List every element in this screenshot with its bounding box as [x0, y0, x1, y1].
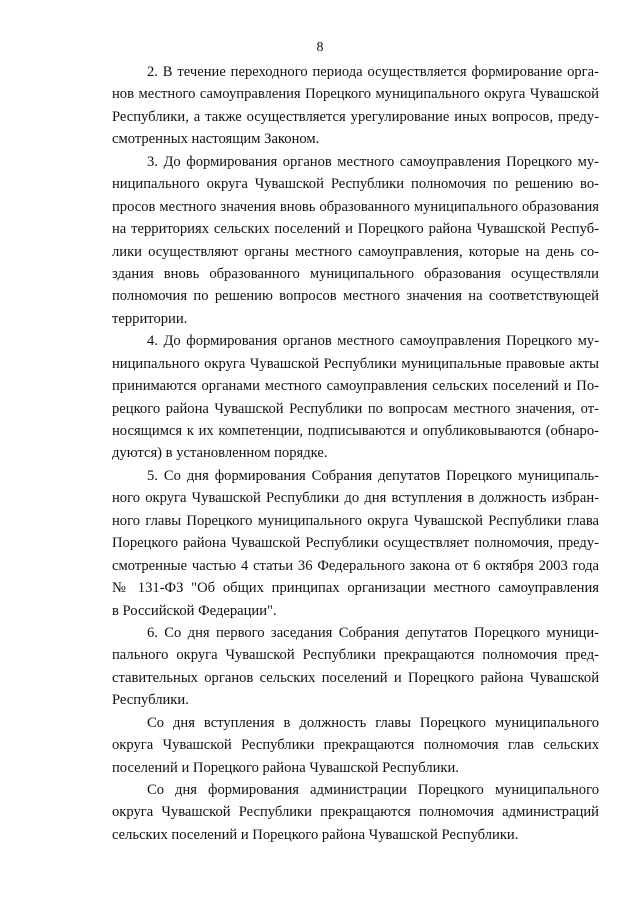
text-line: Со дня формирования администрации Порецкого муниципального	[147, 782, 599, 798]
text-line: 4. До формирования органов местного самоуправления Порецкого му-	[147, 333, 599, 350]
text-line: смотренные частью 4 статьи 36 Федерального закона от 6 октября 2003 года	[112, 557, 599, 574]
text-line: ного округа Чувашской Республики до дня вступления в должность избран-	[112, 490, 599, 507]
text-line: рецкого района Чувашской Республики по вопросам местного значения, от-	[112, 400, 599, 417]
text-line: Порецкого района Чувашской Республики осуществляет полномочия, преду-	[112, 535, 599, 552]
paragraph-2	[112, 151, 599, 331]
text-line: 2. В течение переходного периода осуществляется формирование орга-	[147, 64, 599, 80]
text-line: нов местного самоуправления Порецкого муниципального округа Чувашской	[112, 86, 599, 103]
text-line: пального округа Чувашской Республики прекращаются полномочия пред-	[112, 647, 599, 664]
page-number: 8	[316, 40, 324, 55]
text-line: территории.	[112, 310, 188, 327]
text-line: ниципального округа Чувашской Республики муниципальные правовые акты	[112, 355, 599, 372]
text-line: № 131-ФЗ "Об общих принципах организации местного самоуправления	[112, 580, 599, 597]
text-line: Со дня вступления в должность главы Порецкого муниципального	[147, 714, 599, 731]
text-line: лики осуществляют органы местного самоуправления, которые на день со-	[112, 243, 599, 260]
paragraph-7	[112, 779, 599, 846]
text-line: округа Чувашской Республики прекращаются полномочия глав сельских	[112, 737, 599, 754]
paragraph-6	[112, 712, 599, 779]
text-line: поселений и Порецкого района Чувашской Республики.	[112, 759, 459, 776]
text-line: Республики.	[112, 692, 189, 709]
text-line: ниципального округа Чувашской Республики полномочия по решению во-	[112, 176, 599, 193]
text-line: сельских поселений и Порецкого района Чувашской Республики.	[112, 826, 519, 843]
paragraph-5	[112, 622, 599, 712]
paragraph-4	[112, 465, 599, 622]
text-line: смотренных настоящим Законом.	[112, 131, 320, 148]
text-line: на территориях сельских поселений и Порецкого района Чувашской Респуб-	[112, 221, 599, 238]
text-line: 6. Со дня первого заседания Собрания депутатов Порецкого муници-	[147, 624, 599, 641]
text-line: носящимся к их компетенции, подписываются и опубликовываются (обнаро-	[112, 423, 599, 439]
text-line: полномочия по решению вопросов местного значения на соответствующей	[112, 288, 599, 305]
text-line: ставительных органов сельских поселений и Порецкого района Чувашской	[112, 669, 599, 686]
text-line: округа Чувашской Республики прекращаются полномочия администраций	[112, 804, 599, 821]
text-line: 5. Со дня формирования Собрания депутатов Порецкого муниципаль-	[147, 467, 599, 484]
text-line: дуются) в установленном порядке.	[112, 445, 328, 462]
text-line: в Российской Федерации".	[112, 602, 277, 619]
paragraph-3	[112, 330, 599, 465]
document-body	[112, 61, 599, 846]
text-line: 3. До формирования органов местного самоуправления Порецкого му-	[147, 153, 599, 170]
text-line: просов местного значения вновь образованного муниципального образования	[112, 198, 599, 215]
text-line: Республики, а также осуществляется урегулирование иных вопросов, преду-	[112, 108, 599, 125]
text-line: принимаются органами местного самоуправления сельских поселений и По-	[112, 378, 599, 395]
text-line: здания вновь образованного муниципального образования осуществляли	[112, 265, 599, 282]
paragraph-1	[112, 61, 599, 151]
text-line: ного главы Порецкого муниципального округа Чувашской Республики глава	[112, 512, 599, 529]
